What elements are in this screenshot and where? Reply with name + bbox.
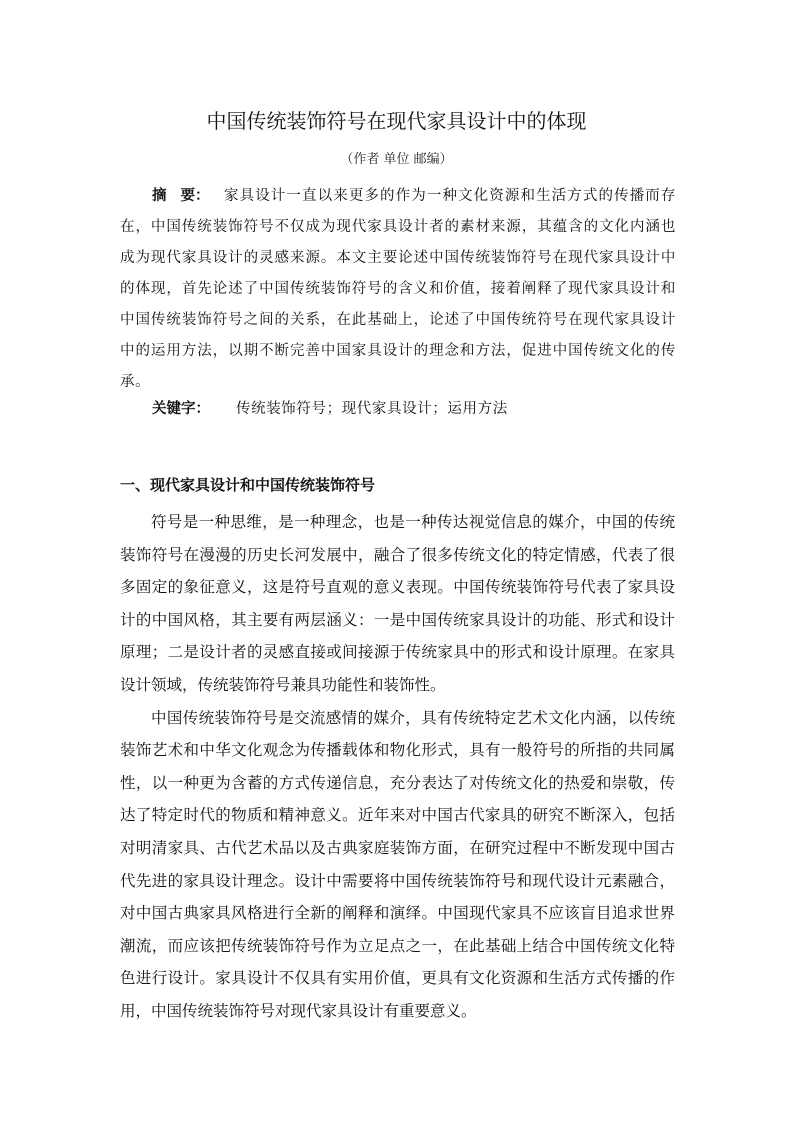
section-heading: 一、现代家具设计和中国传统装饰符号 — [120, 476, 376, 494]
keywords-label: 关键字： — [152, 401, 210, 417]
body-paragraph: 中国传统装饰符号是交流感情的媒介，具有传统特定艺术文化内涵，以传统装饰艺术和中华文化观念为传播载体和物化形式，具有一般符号的所指的共同属性，以一种更为含蓄的方式传递信息，充分表达了对传统文化的热爱和崇敬，传达了特定时代的物质和精神意义。近年来对中国古代家具的研究不断深入，包括对明清家具、古代艺术品以及古典家庭装饰方面，在研究过程中不断发现中国古代先进的家具设计理念。设计中需要将中国传统装饰符号和现代设计元素融合，对中国古典家具风格进行全新的阐释和演绎。中国现代家具不应该盲目追求世界潮流，而应该把传统装饰符号作为立足点之一，在此基础上结合中国传统文化特色进行设计。家具设计不仅具有实用价值，更具有文化资源和生活方式传播的作用，中国传统装饰符号对现代家具设计有重要意义。 — [120, 708, 675, 1020]
author-line: （作者 单位 邮编） — [340, 152, 453, 167]
abstract-label — [152, 181, 210, 212]
abstract-label-part2: 要： — [180, 188, 210, 204]
abstract — [120, 181, 676, 398]
abstract-label-part1: 摘 — [152, 188, 167, 204]
abstract-text: 家具设计一直以来更多的作为一种文化资源和生活方式的传播而存在，中国传统装饰符号不仅成为现代家具设计者的素材来源，其蕴含的文化内涵也成为现代家具设计的灵感来源。本文主要论述中国传统装饰符号在现代家具设计中的体现，首先论述了中国传统装饰符号的含义和价值，接着阐释了现代家具设计和中国传统装饰符号之间的关系，在此基础上，论述了中国传统符号在现代家具设计中的运用方法，以期不断完善中国家具设计的理念和方法，促进中国传统文化的传承。 — [120, 188, 676, 390]
paper-title: 中国传统装饰符号在现代家具设计中的体现 — [206, 109, 587, 133]
keywords — [152, 395, 712, 423]
body-paragraph: 符号是一种思维，是一种理念，也是一种传达视觉信息的媒介，中国的传统装饰符号在漫漫的历史长河发展中，融合了很多传统文化的特定情感，代表了很多固定的象征意义，这是符号直观的意义表现。中国传统装饰符号代表了家具设计的中国风格，其主要有两层涵义：一是中国传统家具设计的功能、形式和设计原理；二是设计者的灵感直接或间接源于传统家具中的形式和设计原理。在家具设计领域，传统装饰符号兼具功能性和装饰性。 — [120, 513, 675, 694]
section-body — [120, 506, 675, 1028]
keywords-text: 传统装饰符号；现代家具设计；运用方法 — [236, 401, 508, 417]
